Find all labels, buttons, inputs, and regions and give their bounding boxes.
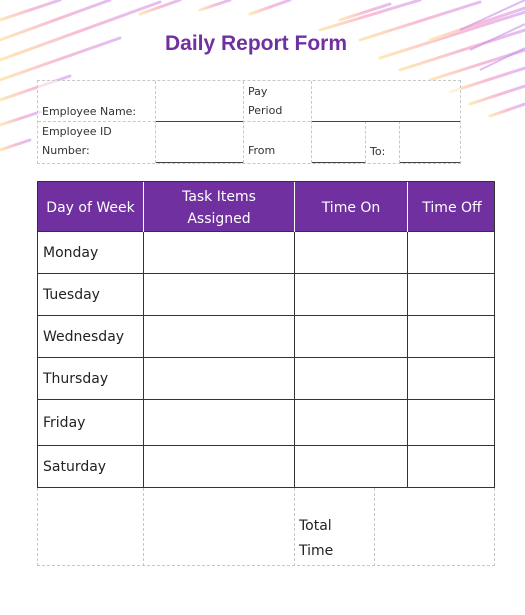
- page-title: Daily Report Form: [164, 32, 348, 55]
- total-time-value-cell[interactable]: [375, 488, 495, 565]
- row-label-friday: Friday: [43, 414, 86, 431]
- column-header-time-off: Time Off: [422, 199, 482, 216]
- row-label-thursday: Thursday: [43, 370, 109, 387]
- divider: [155, 81, 156, 163]
- row-label-tuesday: Tuesday: [43, 286, 100, 303]
- divider: [407, 316, 408, 357]
- employee-id-field[interactable]: [156, 162, 243, 163]
- from-date-field[interactable]: [312, 162, 365, 163]
- total-label-line2: Time: [299, 543, 334, 559]
- employee-name-label: Employee Name:: [42, 105, 137, 118]
- employee-id-label-line1: Employee ID: [42, 125, 112, 138]
- table-row: [37, 400, 495, 446]
- divider: [143, 488, 144, 566]
- table-row: [37, 232, 495, 274]
- column-header-time-on: Time On: [321, 199, 381, 216]
- divider: [143, 274, 144, 315]
- pay-period-field[interactable]: [312, 121, 460, 122]
- employee-info-section: [37, 80, 461, 164]
- divider: [143, 232, 144, 273]
- employee-id-label-line2: Number:: [42, 144, 90, 157]
- row-label-wednesday: Wednesday: [43, 328, 125, 345]
- divider: [294, 358, 295, 399]
- column-header-day: Day of Week: [46, 199, 135, 216]
- totals-row: [37, 488, 495, 566]
- total-label-line1: Total: [299, 518, 332, 534]
- divider: [294, 232, 295, 273]
- divider: [407, 358, 408, 399]
- divider: [294, 400, 295, 445]
- divider: [143, 316, 144, 357]
- divider: [407, 446, 408, 487]
- row-label-saturday: Saturday: [43, 458, 107, 475]
- table-row: [37, 274, 495, 316]
- to-date-field[interactable]: [400, 162, 460, 163]
- divider: [407, 274, 408, 315]
- column-header-task-items: Task Items Assigned: [182, 188, 256, 227]
- divider: [407, 232, 408, 273]
- divider: [294, 274, 295, 315]
- employee-name-field[interactable]: [156, 121, 243, 122]
- divider: [407, 400, 408, 445]
- divider: [399, 121, 400, 163]
- divider: [294, 488, 295, 566]
- divider: [294, 316, 295, 357]
- divider: [143, 446, 144, 487]
- table-row: [37, 358, 495, 400]
- table-row: [37, 316, 495, 358]
- row-label-monday: Monday: [43, 244, 99, 261]
- divider: [143, 400, 144, 445]
- total-time-label: [299, 514, 359, 564]
- table-header: [37, 181, 495, 232]
- divider: [365, 121, 366, 163]
- pay-period-label-line2: Period: [248, 104, 283, 117]
- table-row: [37, 446, 495, 488]
- divider: [294, 446, 295, 487]
- from-label: From: [248, 144, 276, 157]
- divider: [311, 81, 312, 163]
- to-label: To:: [370, 145, 386, 158]
- divider: [243, 81, 244, 163]
- divider: [143, 358, 144, 399]
- pay-period-label-line1: Pay: [248, 85, 268, 98]
